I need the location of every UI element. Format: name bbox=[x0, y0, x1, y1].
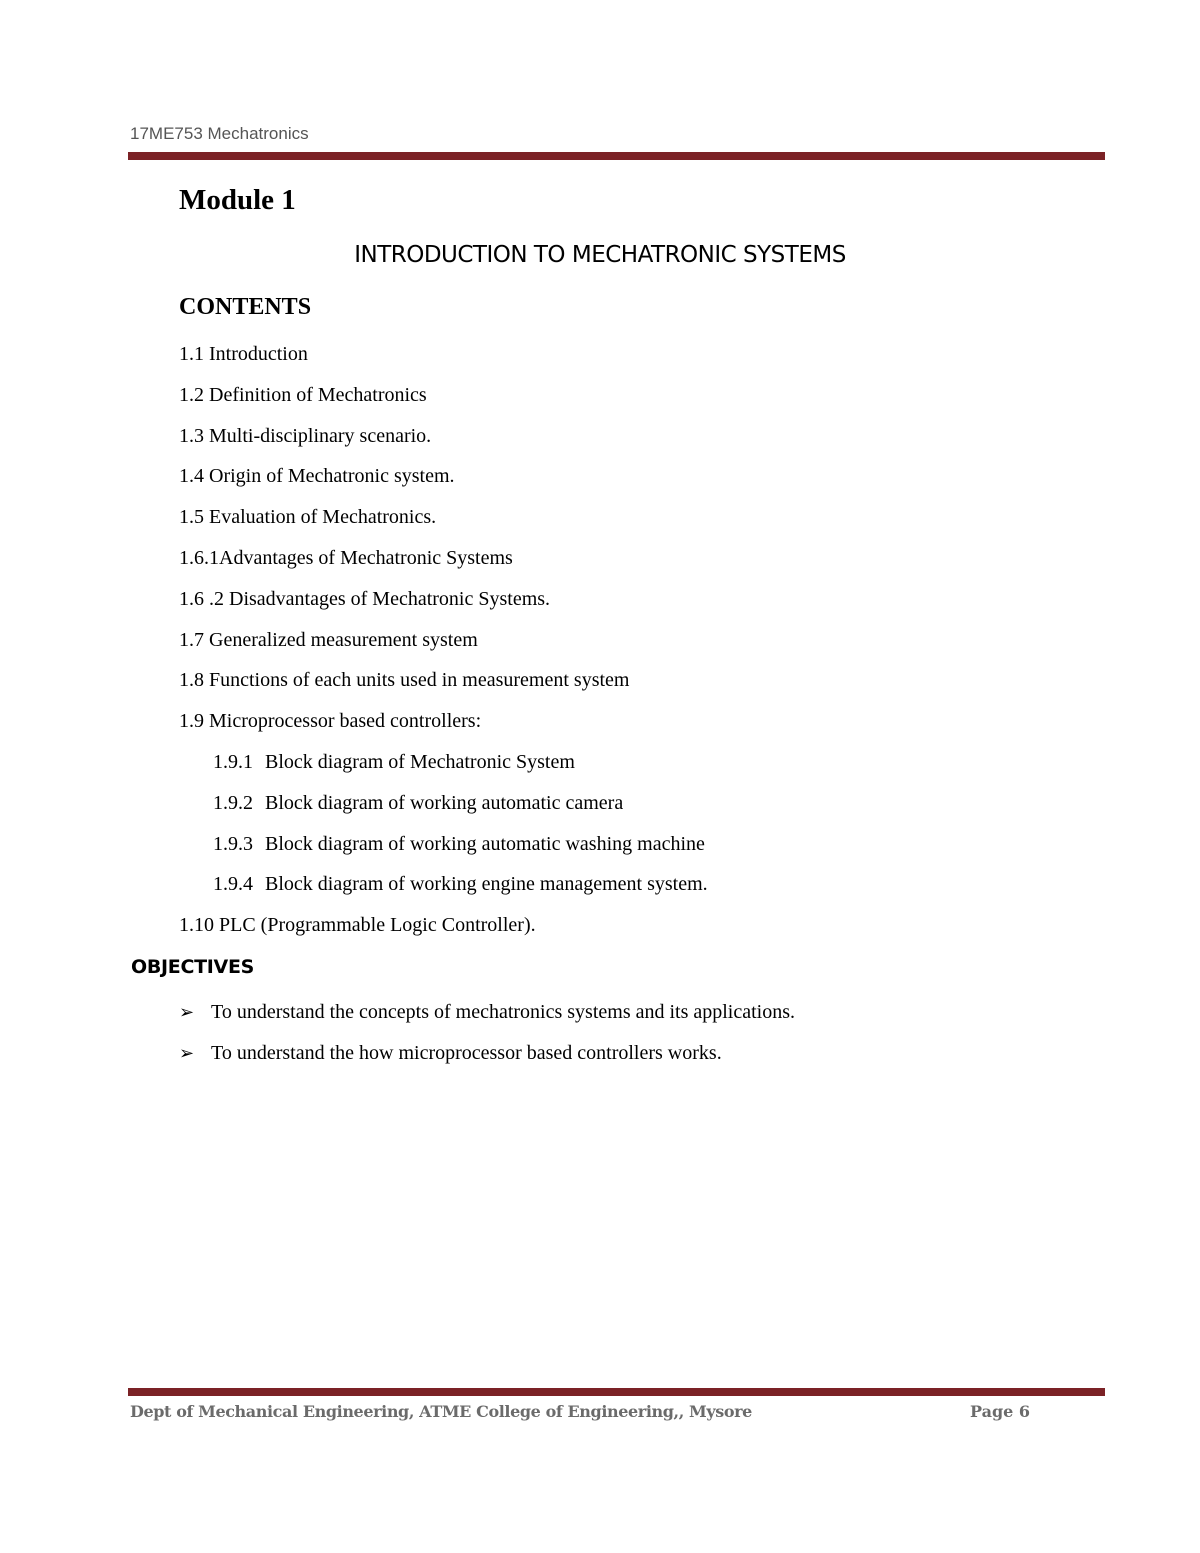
contents-item bbox=[179, 503, 708, 544]
contents-item-number: 1.9 bbox=[179, 710, 204, 733]
contents-item bbox=[179, 462, 708, 503]
contents-item-number: 1.4 bbox=[179, 465, 204, 488]
footer-rule bbox=[128, 1388, 1105, 1396]
contents-item-number: 1.1 bbox=[179, 343, 204, 365]
contents-item-text: Origin of Mechatronic system. bbox=[209, 465, 455, 488]
objective-text: To understand the concepts of mechatronics systems and its applications. bbox=[211, 1001, 796, 1023]
contents-item bbox=[179, 585, 708, 626]
objective-text: To understand the how microprocessor based controllers works. bbox=[211, 1041, 722, 1064]
objectives-list bbox=[179, 998, 795, 1079]
contents-item-text: Block diagram of working engine management system. bbox=[265, 873, 708, 896]
contents-item-text: Block diagram of working automatic washing machine bbox=[265, 832, 705, 855]
contents-item-text: PLC (Programmable Logic Controller). bbox=[219, 914, 536, 937]
contents-subitem bbox=[179, 748, 708, 789]
contents-item-text: Block diagram of Mechatronic System bbox=[265, 750, 575, 773]
arrow-bullet-icon: ➢ bbox=[179, 1042, 195, 1063]
contents-item-text: Evaluation of Mechatronics. bbox=[209, 506, 437, 529]
contents-item-number: 1.9.2 bbox=[213, 791, 253, 814]
contents-item bbox=[179, 626, 708, 667]
contents-item-text: Block diagram of working automatic camera bbox=[265, 791, 624, 814]
objective-item bbox=[179, 1039, 795, 1080]
contents-item-number: 1.6.1 bbox=[179, 546, 219, 569]
contents-item bbox=[179, 422, 708, 463]
contents-item-text: Microprocessor based controllers: bbox=[209, 710, 482, 733]
contents-subitem bbox=[179, 870, 708, 911]
contents-item-number: 1.3 bbox=[179, 424, 204, 447]
contents-item-text: Introduction bbox=[209, 343, 308, 365]
contents-item-number: 1.8 bbox=[179, 669, 204, 692]
contents-item bbox=[179, 911, 708, 952]
contents-item bbox=[179, 340, 708, 381]
contents-item-number: 1.9.4 bbox=[213, 873, 253, 896]
contents-item bbox=[179, 666, 708, 707]
contents-subitem bbox=[179, 830, 708, 871]
chapter-title: INTRODUCTION TO MECHATRONIC SYSTEMS bbox=[354, 242, 846, 268]
running-header: 17ME753 Mechatronics bbox=[130, 124, 309, 143]
contents-item-text: Disadvantages of Mechatronic Systems. bbox=[229, 587, 551, 610]
objectives-heading: OBJECTIVES bbox=[131, 956, 255, 978]
contents-item bbox=[179, 707, 708, 748]
footer-department: Dept of Mechanical Engineering, ATME College of Engineering,, Mysore bbox=[130, 1402, 752, 1421]
contents-item bbox=[179, 381, 708, 422]
contents-item-number: 1.9.1 bbox=[213, 750, 253, 773]
contents-heading: CONTENTS bbox=[179, 294, 312, 320]
contents-item-number: 1.9.3 bbox=[213, 832, 253, 855]
objective-item bbox=[179, 998, 795, 1039]
header-rule bbox=[128, 152, 1105, 160]
contents-item-text: Generalized measurement system bbox=[209, 628, 478, 651]
contents-subitem bbox=[179, 789, 708, 830]
contents-item-number: 1.5 bbox=[179, 506, 204, 529]
contents-item-number: 1.7 bbox=[179, 628, 204, 651]
page-number: Page 6 bbox=[970, 1402, 1031, 1421]
contents-item-text: Definition of Mechatronics bbox=[209, 383, 427, 406]
contents-item-text: Functions of each units used in measurement system bbox=[209, 669, 630, 692]
module-title: Module 1 bbox=[179, 184, 296, 216]
contents-item-number: 1.10 bbox=[179, 914, 214, 937]
arrow-bullet-icon: ➢ bbox=[179, 1002, 195, 1022]
contents-list bbox=[179, 340, 708, 952]
contents-item-text: Multi-disciplinary scenario. bbox=[209, 424, 432, 447]
contents-item-text: Advantages of Mechatronic Systems bbox=[219, 546, 513, 569]
contents-item-number: 1.6 .2 bbox=[179, 587, 224, 610]
contents-item-number: 1.2 bbox=[179, 383, 204, 406]
contents-item bbox=[179, 544, 708, 585]
